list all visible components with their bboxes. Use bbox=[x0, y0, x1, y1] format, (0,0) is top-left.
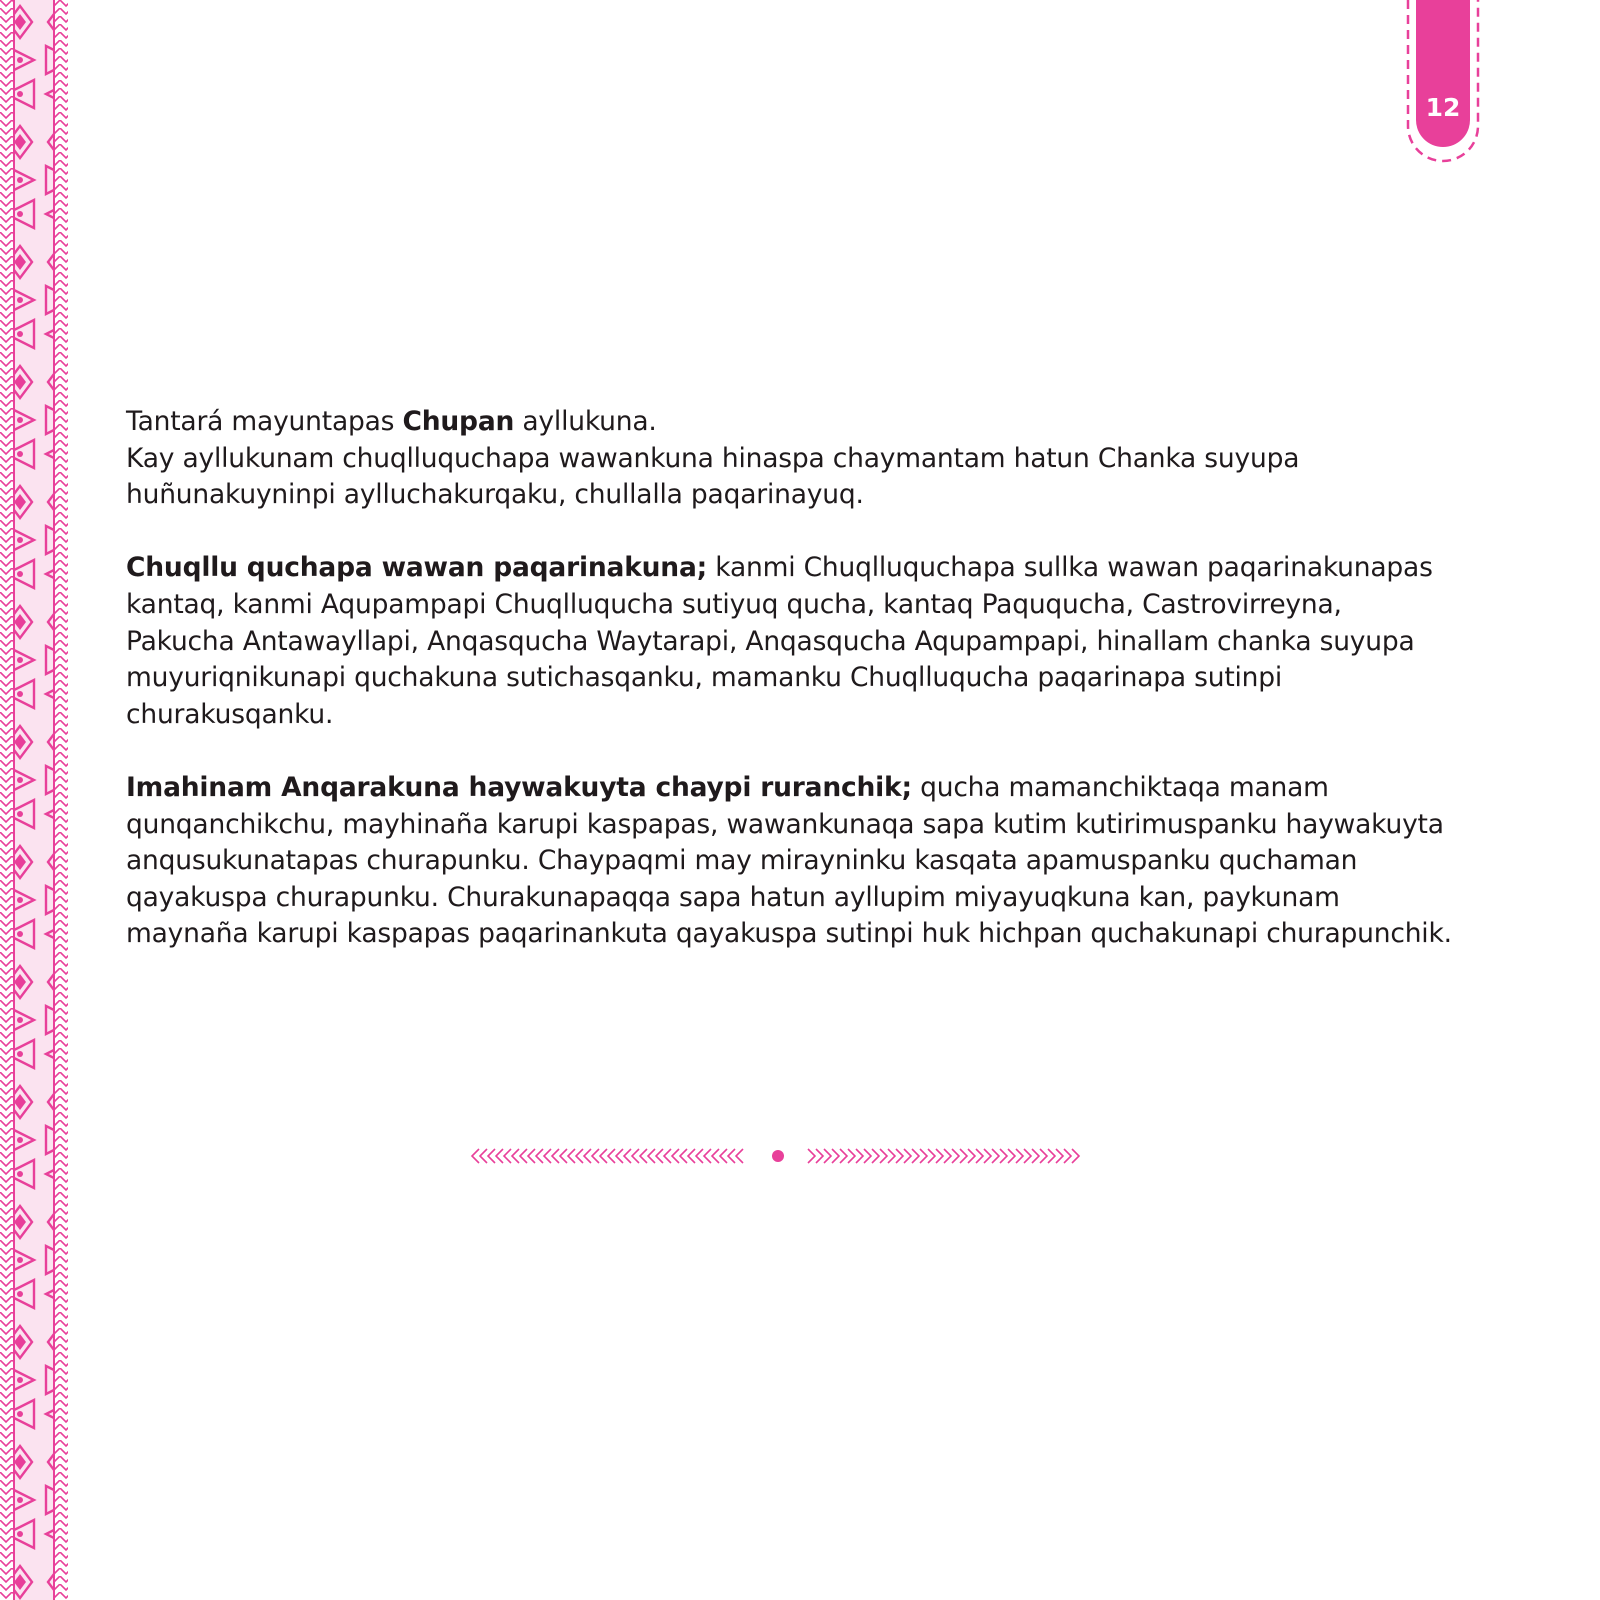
border-zigzag-left bbox=[0, 0, 14, 1600]
page-number-tab bbox=[1400, 0, 1486, 170]
border-motif-band bbox=[14, 0, 54, 1600]
paragraph-intro: Tantará mayuntapas Chupan ayllukuna. Kay ayllukunam chuqlluquchapa wawankuna hinaspa chaymantam hatun Chanka suyupa huñunakuyninpi aylluchakurqaku, chullalla paqarinayuq. bbox=[126, 406, 1300, 511]
chevron-dot-divider-icon bbox=[468, 1141, 1088, 1171]
paragraph-lead: Imahinam Anqarakuna haywakuyta chaypi ruranchik; bbox=[126, 771, 912, 803]
place-name-highlight: Chupan bbox=[402, 406, 515, 437]
page-number: 12 bbox=[1425, 93, 1461, 122]
textile-border-strip bbox=[0, 0, 68, 1600]
paragraph-lead: Chuqllu quchapa wawan paqarinakuna; bbox=[126, 552, 708, 584]
body-text bbox=[126, 404, 1456, 990]
paragraph-offerings: Imahinam Anqarakuna haywakuyta chaypi ruranchik; qucha mamanchiktaqa manam qunqanchikchu, mayhinaña karupi kaspapas, wawankunaqa sapa kutim kutirimuspanku haywakuyta anqusukunatapas churapunku. Chaypaqmi may mirayninku kasqata apamuspanku quchaman qayakuspa churapunku. Churakunapaqqa sapa hatun ayllupim miyayuqkuna kan, paykunam maynaña karupi kaspapas paqarinankuta qayakuspa sutinpi huk hichpan quchakunapi churapunchik. bbox=[126, 771, 1452, 950]
paragraph-lakes: Chuqllu quchapa wawan paqarinakuna; kanmi Chuqlluquchapa sullka wawan paqarinakunapas kantaq, kanmi Aqupampapi Chuqlluqucha sutiyuq qucha, kantaq Paququcha, Castrovirreyna, Pakucha Antawayllapi, Anqasqucha Waytarapi, Anqasqucha Aqupampapi, hinallam chanka suyupa muyuriqnikunapi quchakuna sutichasqanku, mamanku Chuqlluqucha paqarinapa sutinpi churakusqanku. bbox=[126, 552, 1433, 730]
border-zigzag-right bbox=[54, 0, 68, 1600]
